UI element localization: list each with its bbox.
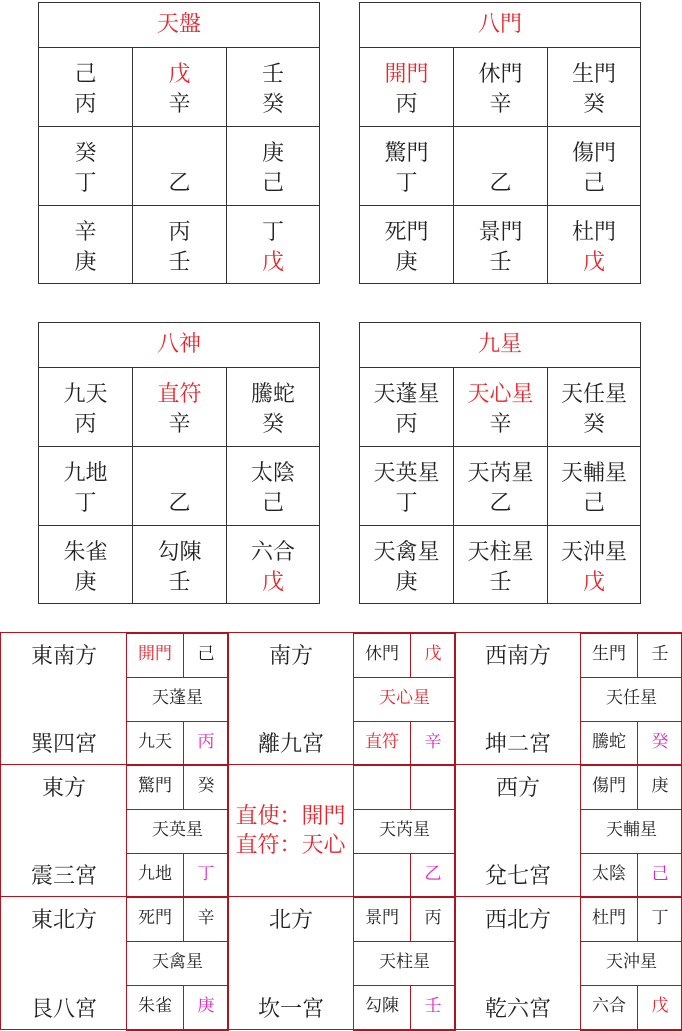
palace-kan — [227, 896, 455, 1030]
palace-god: 九天 — [126, 721, 184, 766]
palace-name: 巽四宮 — [30, 732, 97, 757]
cell: 休門 辛 — [454, 48, 548, 127]
palace-earth-stem: 乙 — [410, 853, 456, 898]
palace-heaven-stem: 庚 — [637, 765, 682, 810]
palace-name: 坤二宮 — [484, 732, 551, 757]
palace-direction: 東南方 — [30, 644, 97, 669]
palace-direction: 北方 — [268, 908, 313, 933]
panel-title: 九星 — [360, 323, 640, 368]
palace-name: 震三宮 — [30, 864, 97, 889]
panel-title: 八神 — [39, 323, 319, 368]
palace-name: 艮八宮 — [30, 997, 97, 1022]
nine-palace-chart — [0, 632, 682, 1030]
cell: 朱雀 庚 — [39, 526, 133, 604]
palace-zhen — [0, 764, 228, 897]
palace-heaven-stem — [410, 765, 456, 810]
cell: 天蓬星 丙 — [360, 368, 454, 447]
palace-earth-stem: 丙 — [183, 721, 229, 766]
palace-god: 六合 — [580, 985, 638, 1031]
palace-god: 九地 — [126, 853, 184, 898]
palace-direction: 東方 — [41, 776, 86, 801]
palace-star: 天芮星 — [353, 809, 456, 854]
palace-dui — [454, 764, 682, 897]
palace-earth-stem: 辛 — [410, 721, 456, 766]
palace-earth-stem: 己 — [637, 853, 682, 898]
palace-direction: 南方 — [268, 644, 313, 669]
cell: 景門 壬 — [454, 206, 548, 284]
palace-earth-stem: 庚 — [183, 985, 229, 1031]
palace-earth-stem: 丁 — [183, 853, 229, 898]
palace-earth-stem: 癸 — [637, 721, 682, 766]
zhifu-label: 直符：天心 — [235, 833, 346, 858]
cell: 直符 辛 — [133, 368, 227, 447]
panel-jiuxing — [359, 322, 641, 604]
panel-tianpan — [38, 2, 320, 284]
palace-door: 傷門 — [580, 765, 638, 810]
palace-xun — [0, 632, 228, 765]
cell: 開門 丙 — [360, 48, 454, 127]
cell: 乙 — [133, 447, 227, 526]
panel-title: 天盤 — [39, 3, 319, 48]
palace-door — [353, 765, 411, 810]
palace-star: 天輔星 — [580, 809, 682, 854]
palace-earth-stem: 壬 — [410, 985, 456, 1031]
cell: 驚門 丁 — [360, 127, 454, 206]
palace-kun — [454, 632, 682, 765]
zhishi-label: 直使：開門 — [235, 804, 346, 829]
palace-heaven-stem: 己 — [183, 633, 229, 678]
palace-star: 天英星 — [126, 809, 229, 854]
panel-grid — [39, 48, 319, 284]
palace-door: 杜門 — [580, 897, 638, 942]
palace-door: 開門 — [126, 633, 184, 678]
cell: 天柱星 壬 — [454, 526, 548, 604]
cell: 乙 — [133, 127, 227, 206]
palace-name: 坎一宮 — [257, 997, 324, 1022]
palace-qian — [454, 896, 682, 1030]
palace-door: 驚門 — [126, 765, 184, 810]
palace-star: 天蓬星 — [126, 677, 229, 722]
palace-star: 天沖星 — [580, 941, 682, 986]
cell: 勾陳 壬 — [133, 526, 227, 604]
palace-heaven-stem: 辛 — [183, 897, 229, 942]
cell: 癸 丁 — [39, 127, 133, 206]
palace-star: 天心星 — [353, 677, 456, 722]
palace-star: 天任星 — [580, 677, 682, 722]
cell: 戊 辛 — [133, 48, 227, 127]
palace-god: 勾陳 — [353, 985, 411, 1031]
cell: 太陰 己 — [227, 447, 319, 526]
palace-door: 景門 — [353, 897, 411, 942]
panel-grid — [39, 368, 319, 604]
palace-heaven-stem: 丙 — [410, 897, 456, 942]
cell: 九天 丙 — [39, 368, 133, 447]
panel-bamen — [359, 2, 641, 284]
palace-direction: 西南方 — [484, 644, 551, 669]
cell: 天芮星 乙 — [454, 447, 548, 526]
palace-name: 乾六宮 — [484, 997, 551, 1022]
cell: 天沖星 戊 — [560, 540, 627, 595]
cell: 壬 癸 — [227, 48, 319, 127]
cell: 六合 戊 — [250, 540, 295, 595]
cell: 丁 戊 — [261, 220, 284, 275]
palace-star: 天禽星 — [126, 941, 229, 986]
palace-door: 休門 — [353, 633, 411, 678]
palace-heaven-stem: 壬 — [637, 633, 682, 678]
panel-grid — [360, 48, 640, 284]
palace-direction: 東北方 — [30, 908, 97, 933]
panel-bashen — [38, 322, 320, 604]
palace-god: 太陰 — [580, 853, 638, 898]
cell: 杜門 戊 — [571, 220, 616, 275]
panel-grid — [360, 368, 640, 604]
cell: 傷門 己 — [548, 127, 640, 206]
palace-door: 生門 — [580, 633, 638, 678]
cell: 天心星 辛 — [454, 368, 548, 447]
center-label — [228, 802, 353, 860]
cell: 庚 己 — [227, 127, 319, 206]
palace-god — [353, 853, 411, 898]
cell: 死門 庚 — [360, 206, 454, 284]
cell: 騰蛇 癸 — [227, 368, 319, 447]
palace-door: 死門 — [126, 897, 184, 942]
palace-name: 兌七宮 — [484, 864, 551, 889]
palace-god: 直符 — [353, 721, 411, 766]
palace-direction: 西方 — [495, 776, 540, 801]
palace-earth-stem: 戊 — [637, 985, 682, 1031]
panel-title: 八門 — [360, 3, 640, 48]
cell: 丙 壬 — [133, 206, 227, 284]
palace-heaven-stem: 癸 — [183, 765, 229, 810]
cell: 辛 庚 — [39, 206, 133, 284]
cell: 生門 癸 — [548, 48, 640, 127]
cell: 己 丙 — [39, 48, 133, 127]
cell: 乙 — [454, 127, 548, 206]
palace-heaven-stem: 戊 — [410, 633, 456, 678]
cell: 九地 丁 — [39, 447, 133, 526]
cell: 天任星 癸 — [548, 368, 640, 447]
palace-god: 朱雀 — [126, 985, 184, 1031]
palace-god: 騰蛇 — [580, 721, 638, 766]
cell: 天禽星 庚 — [360, 526, 454, 604]
palace-li — [227, 632, 455, 765]
palace-direction: 西北方 — [484, 908, 551, 933]
cell: 天輔星 己 — [548, 447, 640, 526]
palace-gen — [0, 896, 228, 1030]
cell: 天英星 丁 — [360, 447, 454, 526]
palace-star: 天柱星 — [353, 941, 456, 986]
palace-heaven-stem: 丁 — [637, 897, 682, 942]
palace-name: 離九宮 — [257, 732, 324, 757]
